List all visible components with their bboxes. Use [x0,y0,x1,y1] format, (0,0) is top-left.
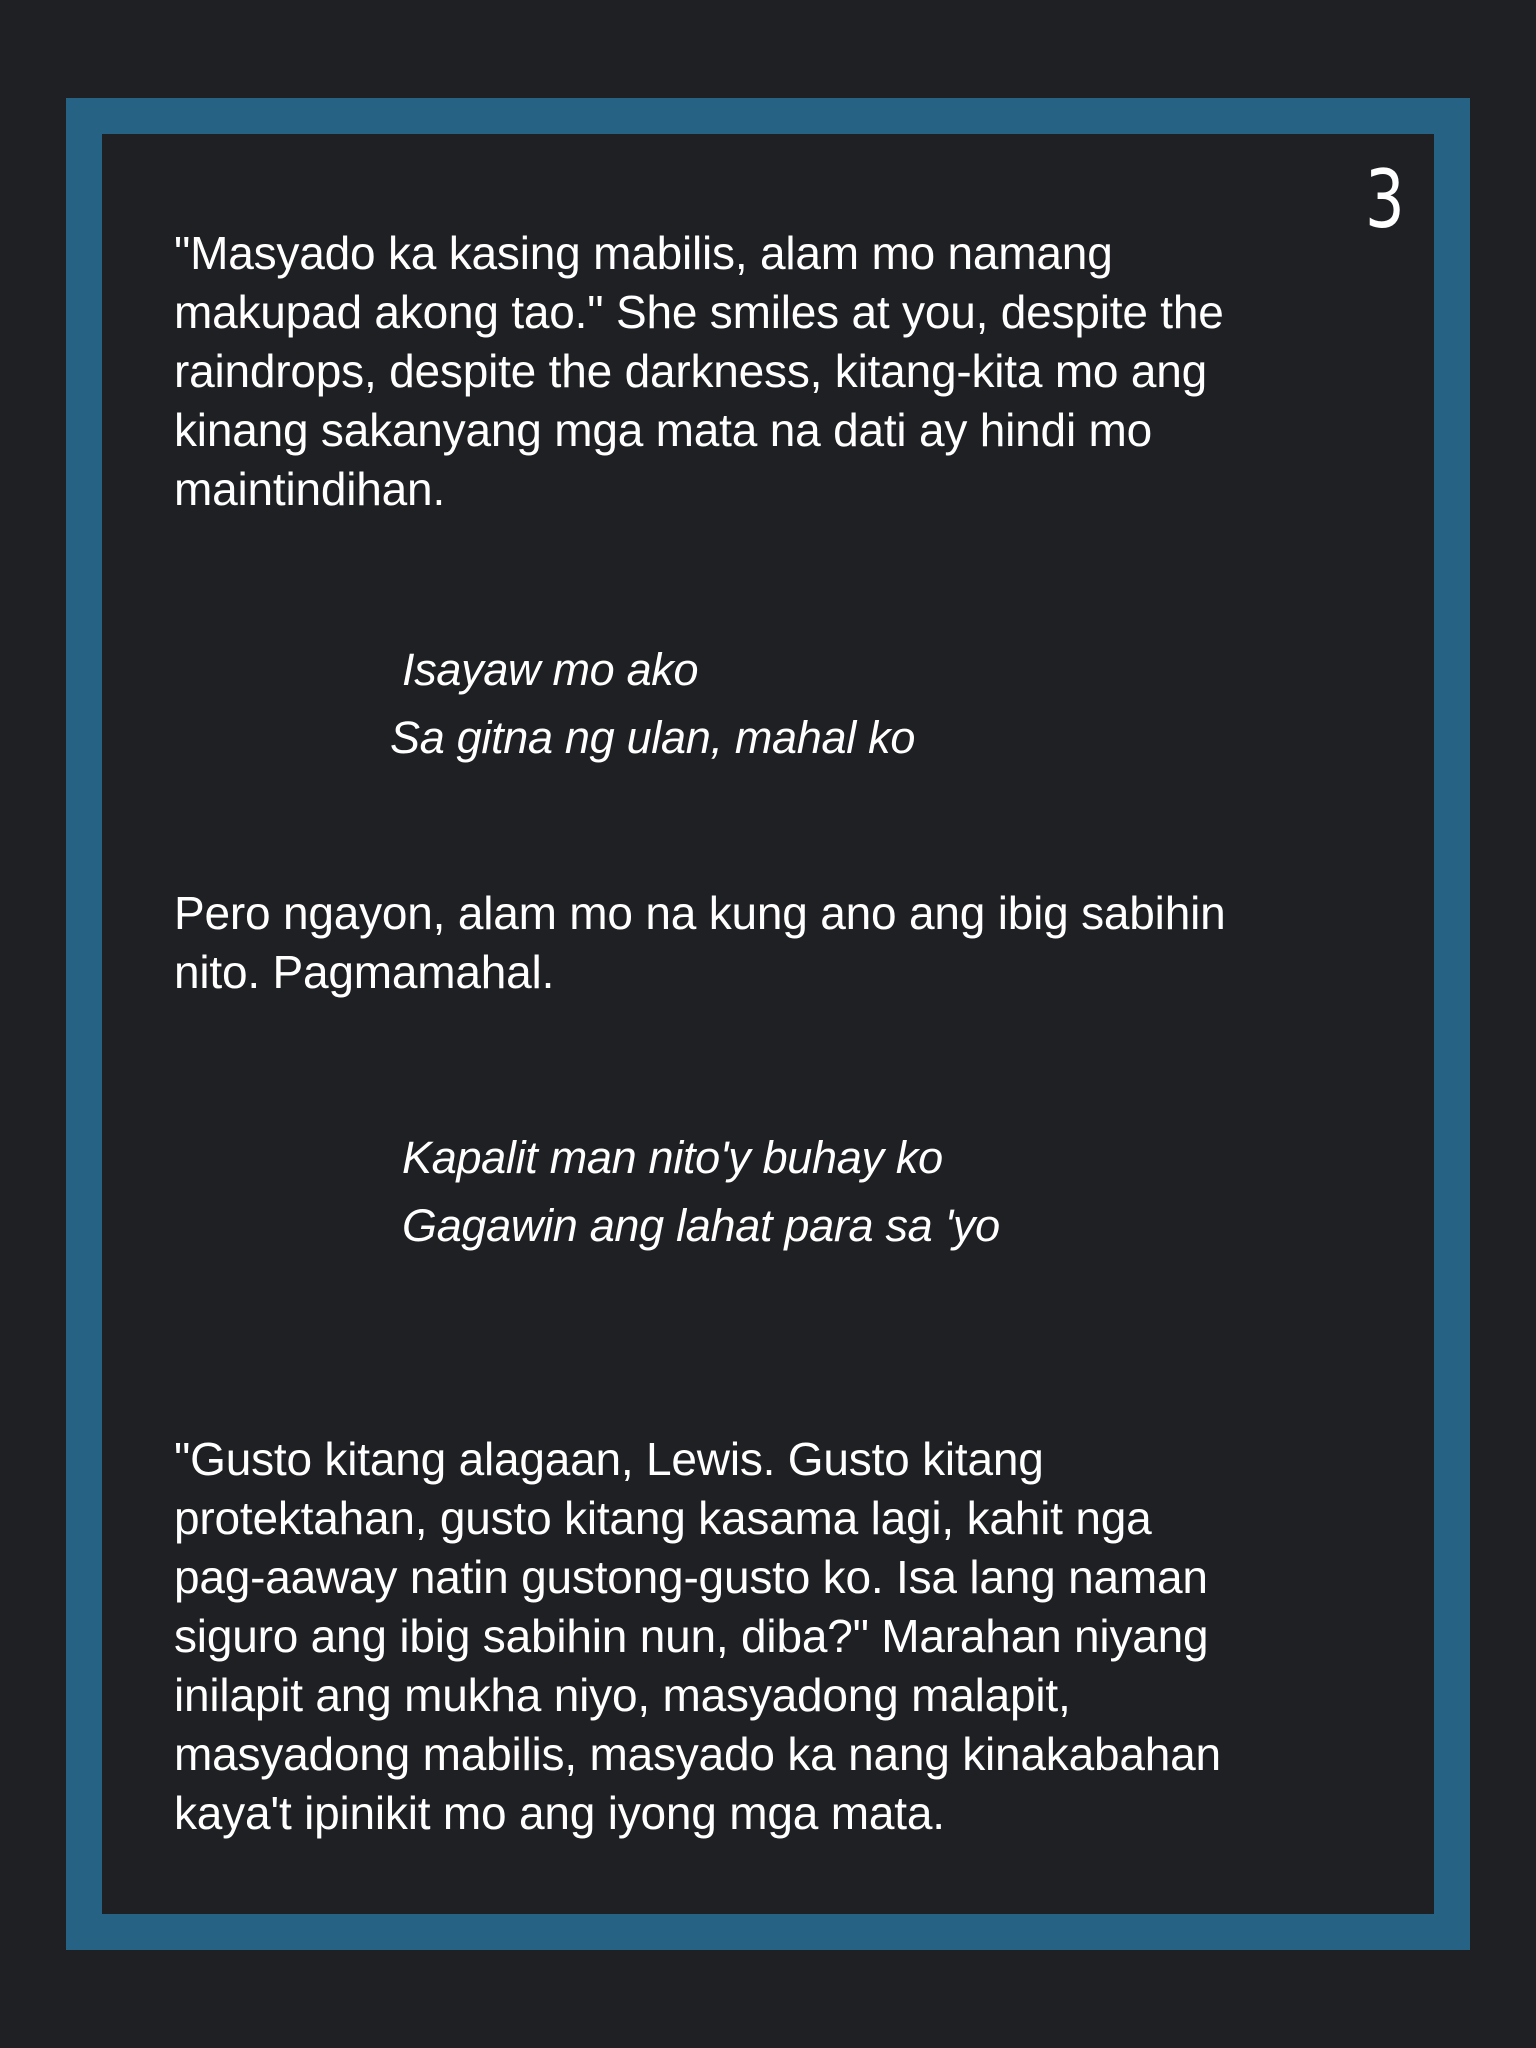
paragraph-2: Pero ngayon, alam mo na kung ano ang ibig sabihin nito. Pagmamahal. [174,887,1226,998]
paragraph-3: "Gusto kitang alagaan, Lewis. Gusto kitang protektahan, gusto kitang kasama lagi, kahit nga pag-aaway natin gustong-gusto ko. Isa lang naman siguro ang ibig sabihin nun, diba?" Marahan niyang inilapit ang mukha niyo, masyadong malapit, masyadong mabilis, masyado ka nang kinakabahan kaya't ipinikit mo ang iyong mga mata. [174,1433,1221,1839]
verse-1-line-1: Isayaw mo ako [402,644,699,695]
page-number: 3 [1365,153,1405,246]
verse-2-line-1: Kapalit man nito'y buhay ko [402,1132,943,1183]
paragraph-1: "Masyado ka kasing mabilis, alam mo namang makupad akong tao." She smiles at you, despite the raindrops, despite the darkness, kitang-kita mo ang kinang sakanyang mga mata na dati ay hindi mo maintindihan. [174,227,1224,515]
verse-2-line-2: Gagawin ang lahat para sa 'yo [402,1200,1000,1251]
verse-1-line-2: Sa gitna ng ulan, mahal ko [390,712,916,763]
